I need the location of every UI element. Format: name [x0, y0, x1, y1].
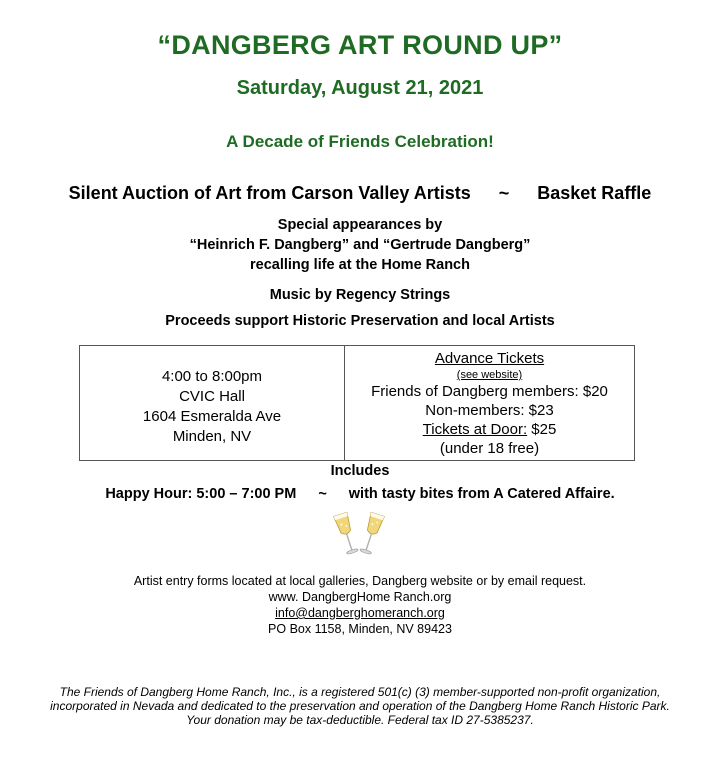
tilde-separator: ~: [498, 183, 510, 203]
happy-hour-line: [0, 486, 720, 502]
auction-raffle-line: [0, 183, 720, 204]
advance-tickets-heading: Advance Tickets: [434, 350, 545, 367]
special-line: recalling life at the Home Ranch: [250, 257, 470, 273]
event-subtitle: A Decade of Friends Celebration!: [226, 132, 494, 151]
includes-label: Includes: [330, 463, 390, 479]
under-18-note: (under 18 free): [439, 440, 540, 457]
entry-forms-note: Artist entry forms located at local galleries, Dangberg website or by email request.: [133, 574, 587, 588]
basket-raffle-text: Basket Raffle: [537, 183, 652, 203]
contact-block: [0, 573, 720, 637]
member-price: Friends of Dangberg members: $20: [371, 383, 608, 400]
happy-hour-text: Happy Hour: 5:00 – 7:00 PM: [105, 486, 297, 502]
proceeds-line: Proceeds support Historic Preservation and local Artists: [165, 313, 555, 329]
music-line: Music by Regency Strings: [269, 287, 451, 303]
venue-city: Minden, NV: [172, 428, 252, 445]
event-time: 4:00 to 8:00pm: [161, 368, 263, 385]
see-website-note[interactable]: (see website): [456, 369, 523, 381]
silent-auction-text: Silent Auction of Art from Carson Valley Artists: [68, 183, 471, 203]
event-location-cell: [80, 346, 345, 460]
door-price-line: [423, 420, 557, 439]
catering-text: with tasty bites from A Catered Affaire.: [348, 486, 615, 502]
venue-street: 1604 Esmeralda Ave: [142, 408, 282, 425]
tilde-separator: ~: [318, 486, 327, 502]
door-label: Tickets at Door:: [422, 421, 528, 438]
mailing-address: PO Box 1158, Minden, NV 89423: [268, 622, 452, 636]
special-line: “Heinrich F. Dangberg” and “Gertrude Dangberg”: [189, 237, 531, 253]
event-info-table: [79, 345, 635, 461]
footer-disclaimer: The Friends of Dangberg Home Ranch, Inc., is a registered 501(c) (3) member-supported non-profit organization, incorporated in Nevada and dedicated to the preservation and operation of the Dangberg Home Ranch Historic Park. Your donation may be tax-deductible. Federal tax ID 27-5385237.: [50, 685, 670, 727]
event-date: Saturday, August 21, 2021: [236, 77, 484, 99]
door-price: $25: [527, 421, 557, 438]
email-link[interactable]: info@dangberghomeranch.org: [275, 606, 445, 620]
special-line: Special appearances by: [277, 217, 443, 233]
nonmember-price: Non-members: $23: [425, 402, 554, 419]
website-link[interactable]: www. DangbergHome Ranch.org: [268, 590, 452, 604]
special-appearances: [0, 215, 720, 275]
page-title: “DANGBERG ART ROUND UP”: [157, 30, 563, 60]
venue-name: CVIC Hall: [179, 388, 245, 405]
champagne-glasses-icon: [328, 509, 390, 561]
tickets-cell: [345, 346, 634, 460]
